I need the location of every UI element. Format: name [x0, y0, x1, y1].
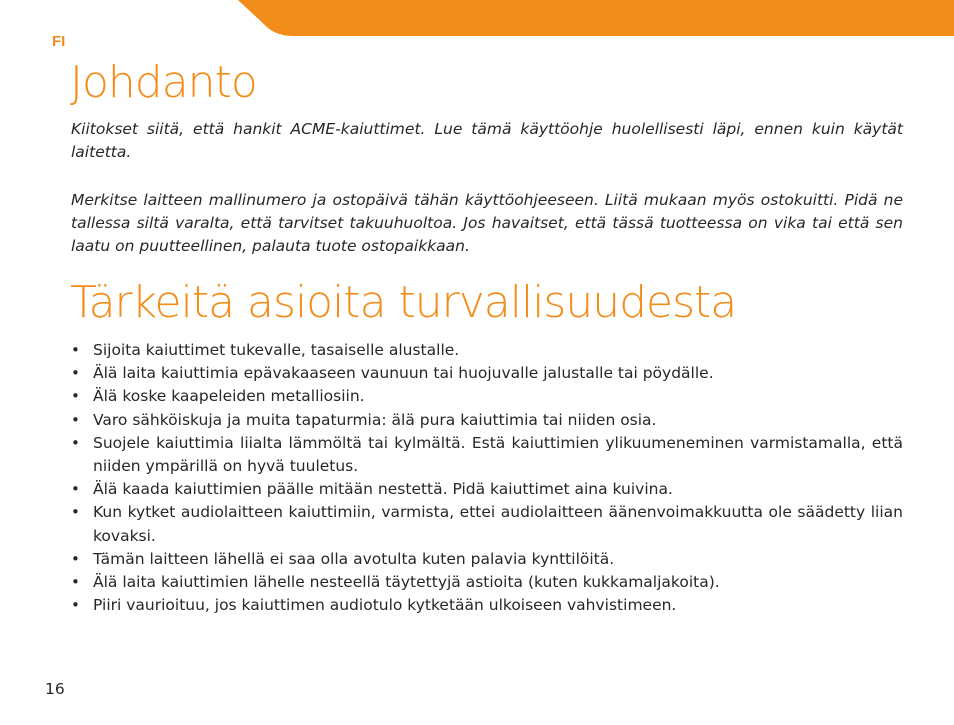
bullet-icon: • — [71, 433, 80, 452]
safety-item-text: Sijoita kaiuttimet tukevalle, tasaiselle alustalle. — [93, 341, 460, 359]
bullet-icon: • — [71, 480, 80, 499]
bullet-icon: • — [71, 387, 80, 406]
bullet-icon: • — [71, 573, 80, 592]
safety-list-item — [71, 432, 903, 478]
bullet-icon: • — [71, 503, 80, 522]
bullet-icon: • — [71, 410, 80, 429]
safety-list-item — [71, 478, 903, 501]
bullet-icon: • — [71, 549, 80, 568]
safety-list-item — [71, 339, 903, 362]
page-number: 16 — [45, 680, 65, 698]
safety-item-text: Tämän laitteen lähellä ei saa olla avotulta kuten palavia kynttilöitä. — [93, 549, 615, 568]
header-accent-band — [0, 0, 954, 36]
safety-item-text: Älä kaada kaiuttimien päälle mitään nestettä. Pidä kaiuttimet aina kuivina. — [93, 480, 673, 499]
safety-list-item — [71, 409, 903, 432]
safety-item-text: Älä laita kaiuttimia epävakaaseen vaunuun tai huojuvalle jalustalle tai pöydälle. — [93, 364, 714, 383]
safety-list-item — [71, 501, 903, 547]
safety-item-text: Varo sähköiskuja ja muita tapaturmia: älä pura kaiuttimia tai niiden osia. — [93, 410, 657, 429]
bullet-icon: • — [71, 596, 80, 615]
safety-item-text: Suojele kaiuttimia liialta lämmöltä tai kylmältä. Estä kaiuttimien ylikuumeneminen varmistamalla, että niiden ympärillä on hyvä tuuletus. — [93, 433, 903, 476]
safety-list-item — [71, 571, 903, 594]
safety-list-item — [71, 362, 903, 385]
safety-item-text: Kun kytket audiolaitteen kaiuttimiin, varmista, ettei audiolaitteen äänenvoimakkuutta ole säädetty liian kovaksi. — [93, 503, 903, 545]
safety-list-item — [71, 548, 903, 571]
intro-paragraph-thanks: Kiitokset siitä, että hankit ACME-kaiuttimet. Lue tämä käyttöohje huolellisesti läpi, ennen kuin käytät laitetta. — [71, 120, 903, 161]
bullet-icon: • — [71, 364, 80, 383]
intro-paragraph-record-purchase: Merkitse laitteen mallinumero ja ostopäivä tähän käyttöohjeeseen. Liitä mukaan myös ostokuitti. Pidä ne tallessa siltä varalta, että tarvitset takuuhuoltoa. Jos havaitset, että tässä tuotteessa on vika tai että sen laatu on puutteellinen, palauta tuote ostopaikkaan. — [71, 191, 903, 255]
safety-heading: Tärkeitä asioita turvallisuudesta — [70, 277, 737, 328]
safety-item-text: Älä laita kaiuttimien lähelle nesteellä täytettyjä astioita (kuten kukkamaljakoita). — [93, 573, 720, 592]
safety-item-text: Piiri vaurioituu, jos kaiuttimen audiotulo kytketään ulkoiseen vahvistimeen. — [93, 596, 677, 615]
safety-list-item — [71, 594, 903, 617]
safety-list — [71, 339, 903, 617]
language-tag: FI — [52, 33, 66, 50]
safety-list-item — [71, 385, 903, 408]
bullet-icon: • — [71, 341, 80, 359]
intro-heading: Johdanto — [70, 57, 257, 108]
safety-item-text: Älä koske kaapeleiden metalliosiin. — [93, 387, 365, 406]
